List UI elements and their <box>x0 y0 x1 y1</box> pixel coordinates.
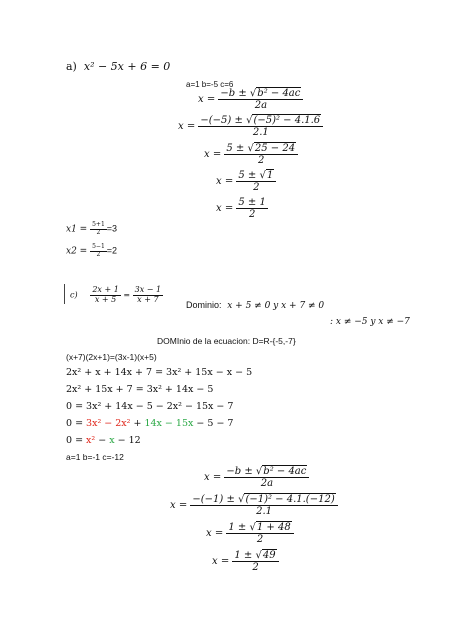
sub4-den: 2 <box>248 209 256 220</box>
x1-num: 5+1 <box>92 221 105 228</box>
cursor-bar <box>64 284 65 304</box>
c-sub3-num-prefix: 1 ± <box>234 550 256 561</box>
x2-fraction <box>90 244 107 258</box>
step-5-p1: 0 = <box>66 418 87 429</box>
sub1-lhs: x = <box>178 121 196 132</box>
c-formula-fraction: $\frac{\text{−b ± √b² − 4ac}}{2a}$ <box>224 466 309 489</box>
step-2: 2x² + x + 14x + 7 = 3x² + 15x − x − 5 <box>66 367 253 378</box>
c-formula-radical: b² − 4ac <box>263 466 307 477</box>
x1-rhs: =3 <box>106 223 118 234</box>
problem-c-rhs-fraction <box>133 286 163 305</box>
c-sub3-radical: 49 <box>262 550 276 561</box>
sub3-radical: 1 <box>266 170 274 181</box>
c-sub1-lhs: x = <box>170 500 188 511</box>
x1-fraction <box>90 222 107 236</box>
step-4: 0 = 3x² + 14x − 5 − 2x² − 15x − 7 <box>66 401 234 412</box>
problem-c-sub2 <box>206 522 294 545</box>
step-6-p3: − <box>95 435 110 446</box>
problem-c-lhs-fraction <box>90 286 120 305</box>
step-5-green-terms: 14x − 15x <box>144 418 194 429</box>
problem-a-sub3 <box>216 170 276 193</box>
dominio-label: Dominio: <box>186 300 222 310</box>
problem-c-sub1 <box>170 494 338 517</box>
problem-a-equation-text: x² − 5x + 6 = 0 <box>83 60 171 73</box>
sub2-num-prefix: 5 ± <box>226 143 248 154</box>
sub2-radical: 25 − 24 <box>254 143 296 154</box>
c-formula-num-prefix: −b ± <box>226 466 256 477</box>
formula-lhs: x = <box>198 94 216 105</box>
step-6-p5: − 12 <box>114 435 141 446</box>
x2-rhs: =2 <box>106 245 118 256</box>
c-sub2-lhs: x = <box>206 528 224 539</box>
dominio-line <box>186 300 324 311</box>
c-formula-lhs: x = <box>204 472 222 483</box>
formula-radical: b² − 4ac <box>257 88 301 99</box>
c-sub2-den: 2 <box>256 534 264 545</box>
problem-a-sub1 <box>178 115 323 138</box>
step-1: (x+7)(2x+1)=(3x-1)(x+5) <box>66 352 157 362</box>
domain-statement: DOMInio de la ecuacion: D=R-{-5,-7} <box>157 336 296 346</box>
sub1-num-prefix: −(−5) ± <box>200 115 247 126</box>
sub2-den: 2 <box>258 155 265 166</box>
step-6-p1: 0 = <box>66 435 87 446</box>
problem-c-rhs-num: 3x − 1 <box>134 285 162 294</box>
sub3-fraction: $\frac{5 \pm √1}{2}$ <box>236 170 276 193</box>
problem-c-lhs-num: 2x + 1 <box>92 285 119 294</box>
problem-c-lhs-den: x + 5 <box>94 294 117 304</box>
formula-fraction: $\frac{\text{−b ± √b² − 4ac}}{2a}$ <box>218 88 303 111</box>
step-6-red-term: x² <box>86 435 96 446</box>
problem-a-sub2 <box>204 143 298 166</box>
problem-a-equation <box>66 60 170 73</box>
sub3-den: 2 <box>253 182 260 193</box>
step-3: 2x² + 15x + 7 = 3x² + 14x − 5 <box>66 384 214 395</box>
x2-lhs: x2 = <box>66 246 88 257</box>
sub2-fraction: $\frac{5 \pm √25 - 24}{2}$ <box>224 143 298 166</box>
step-5-red-terms: 3x² − 2x² <box>86 418 131 429</box>
problem-a-coefficients: a=1 b=-5 c=6 <box>186 80 234 89</box>
problem-a-x2 <box>66 244 117 258</box>
step-5-p5: − 5 − 7 <box>193 418 234 429</box>
problem-c-equation: c) $\frac{2x + 1}{x + 5}$ = $\frac{3x - 1}{x + 7}$ <box>70 285 162 304</box>
sub1-den: 2.1 <box>252 127 269 138</box>
dominio-result: : x ≠ −5 y x ≠ −7 <box>330 317 410 327</box>
c-sub3-fraction: $\frac{1 \pm √49}{2}$ <box>232 550 278 573</box>
c-sub1-den: 2.1 <box>256 506 272 517</box>
c-sub3-lhs: x = <box>212 556 230 567</box>
x2-den: 2 <box>96 250 101 258</box>
problem-c-label: c) <box>70 290 78 300</box>
sub4-lhs: x = <box>216 203 234 214</box>
sub1-fraction: $\frac{\text{−(−5) ± √(−5)² − 4.1.6}}{2.1}$ <box>198 115 323 138</box>
c-formula-den: 2a <box>260 478 274 489</box>
problem-c-formula <box>204 466 309 489</box>
c-sub2-radical: 1 + 48 <box>256 522 291 533</box>
c-sub3-den: 2 <box>252 562 259 573</box>
sub4-fraction <box>236 197 267 220</box>
x1-lhs: x1 = <box>66 224 88 235</box>
problem-c-sub3 <box>212 550 279 573</box>
formula-den: 2a <box>254 100 268 111</box>
x2-num: 5−1 <box>92 243 105 250</box>
formula-num-prefix: −b ± <box>220 88 250 99</box>
problem-a-label: a) <box>66 60 77 73</box>
sub1-radical: (−5)² − 4.1.6 <box>253 115 321 126</box>
problem-c-coefficients: a=1 b=-1 c=-12 <box>66 452 124 462</box>
step-6 <box>66 435 141 446</box>
problem-c-rhs-den: x + 7 <box>137 294 159 304</box>
step-5 <box>66 418 233 429</box>
step-5-p3: + <box>130 418 145 429</box>
sub3-num-prefix: 5 ± <box>238 170 260 181</box>
c-sub2-fraction: $\frac{1 \pm √1 + 48}{2}$ <box>226 522 293 545</box>
problem-a-x1 <box>66 222 117 236</box>
c-sub2-num-prefix: 1 ± <box>228 522 250 533</box>
sub2-lhs: x = <box>204 149 222 160</box>
step-6-green-term: x <box>109 435 115 446</box>
sub4-num: 5 ± 1 <box>238 197 266 208</box>
x1-den: 2 <box>96 228 101 236</box>
c-sub1-fraction: $\frac{\text{−(−1) ± √(−1)² − 4.1.(−12)}}{2.1}$ <box>190 494 337 517</box>
c-sub1-radical: (−1)² − 4.1.(−12) <box>245 494 335 505</box>
c-sub1-num-prefix: −(−1) ± <box>192 494 239 505</box>
problem-a-sub4 <box>216 197 268 220</box>
dominio-expr: x + 5 ≠ 0 y x + 7 ≠ 0 <box>227 301 325 311</box>
problem-a-formula <box>198 88 303 111</box>
sub3-lhs: x = <box>216 176 234 187</box>
